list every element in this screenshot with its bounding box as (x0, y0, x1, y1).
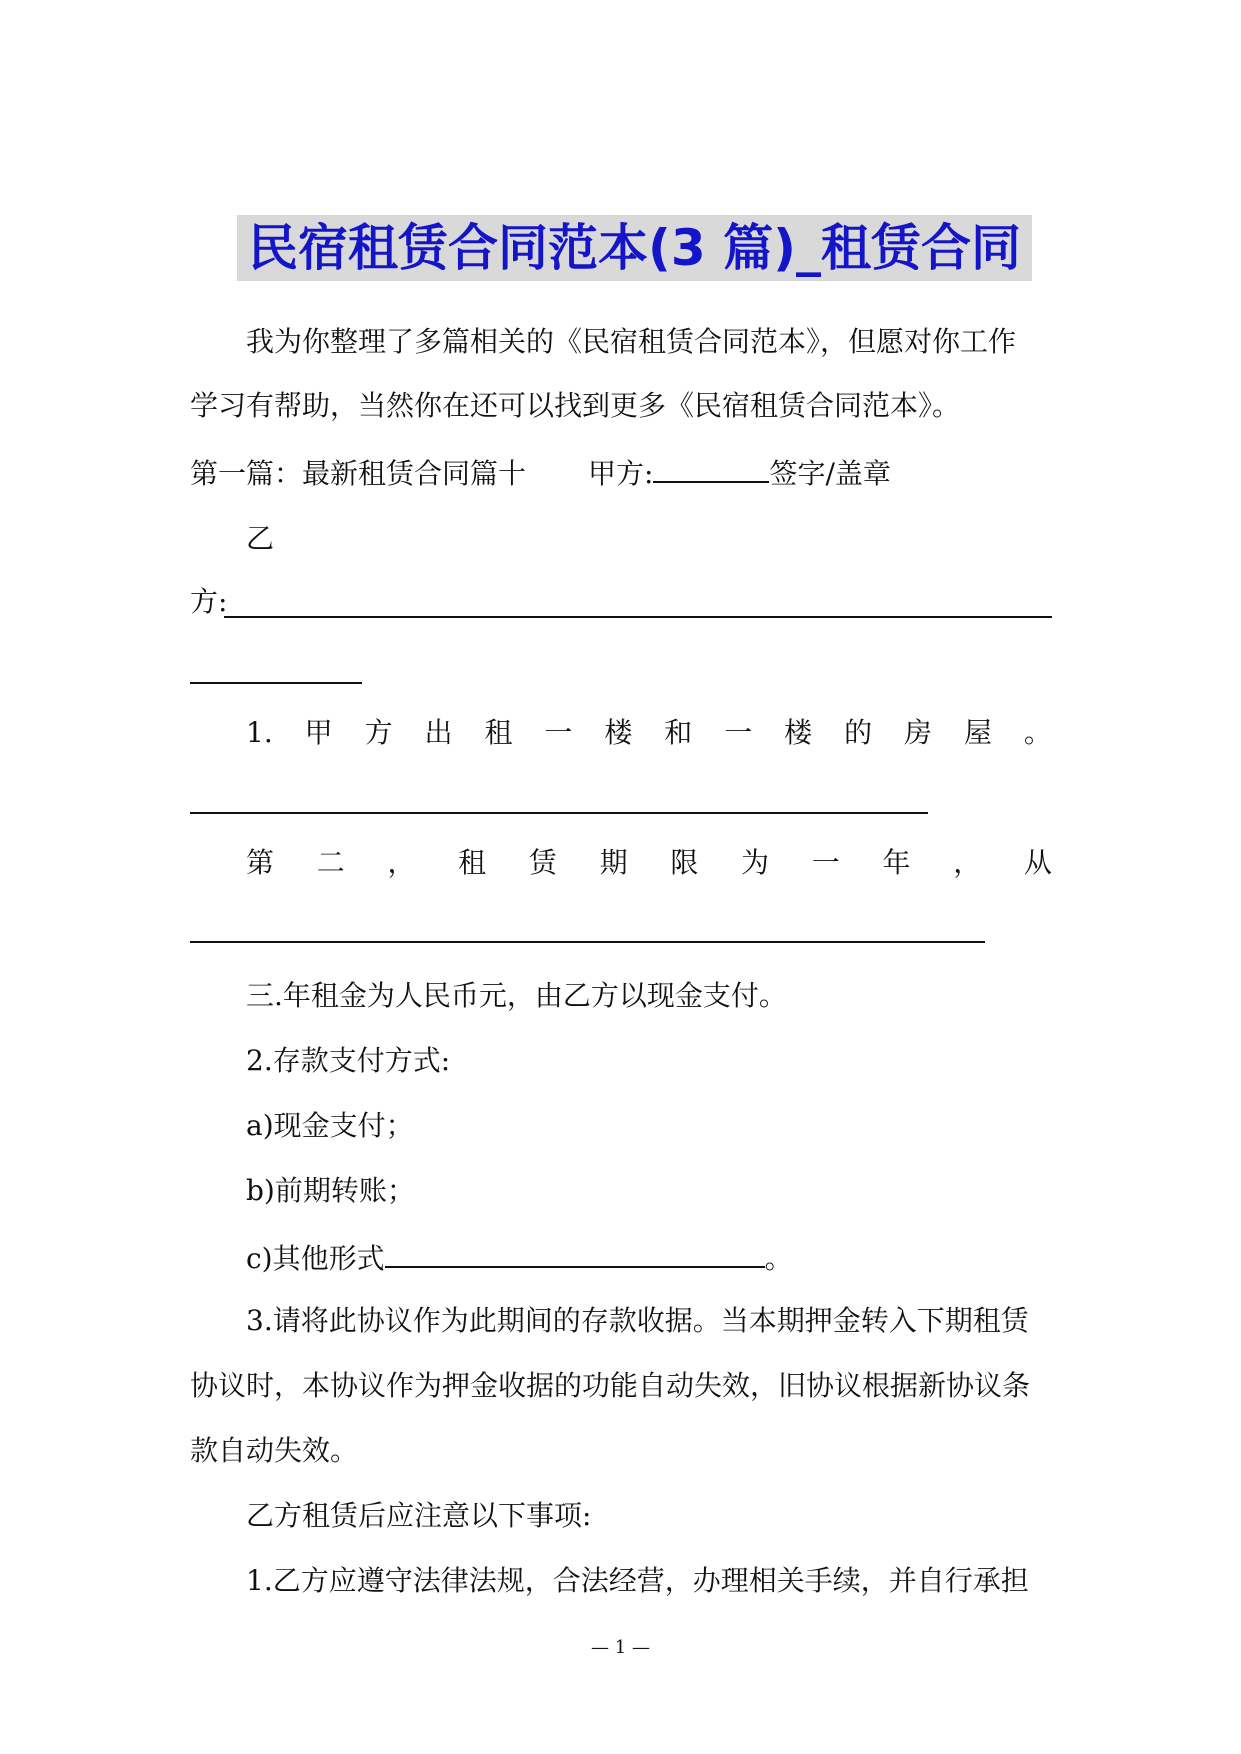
intro-line-1: 我为你整理了多篇相关的《民宿租赁合同范本》，但愿对你工作 (246, 325, 1017, 358)
party-a-suffix: 签字/盖章 (769, 457, 891, 490)
party-b-rule-cont (190, 682, 362, 684)
payment-c-blank (385, 1236, 765, 1268)
clause1-char: 屋 (963, 716, 992, 749)
notice-heading: 乙方租赁后应注意以下事项: (246, 1499, 592, 1532)
clause1-char: 一 (544, 716, 573, 749)
payment-c-row (246, 1236, 793, 1279)
clause1-char: 1. (246, 716, 273, 749)
clause1-char: 。 (1023, 716, 1052, 749)
notice-item-1: 1.乙方应遵守法律法规，合法经营，办理相关手续，并自行承担 (246, 1564, 1029, 1597)
party-b-label: 方: (190, 585, 228, 618)
deposit-line-3: 款自动失效。 (190, 1434, 359, 1467)
payment-a: a)现金支付； (246, 1109, 414, 1142)
deposit-line-2: 协议时，本协议作为押金收据的功能自动失效，旧协议根据新协议条 (190, 1369, 1031, 1402)
clause1-char: 方 (364, 716, 393, 749)
clause2-row (246, 843, 1052, 883)
clause1-char: 楼 (784, 716, 813, 749)
payment-heading: 2.存款支付方式: (246, 1044, 451, 1077)
payment-c-prefix: c)其他形式 (246, 1242, 385, 1275)
clause3: 三.年租金为人民币元，由乙方以现金支付。 (246, 979, 787, 1012)
clause2-char: 年 (882, 846, 911, 879)
page-number: — 1 — (591, 1637, 650, 1658)
title-highlight (237, 215, 1032, 281)
clause2-char: 为 (741, 846, 770, 879)
clause2-char: 租 (458, 846, 487, 879)
deposit-line-1: 3.请将此协议作为此期间的存款收据。当本期押金转入下期租赁 (246, 1304, 1029, 1337)
clause1-rule (190, 812, 928, 814)
clause2-char: 二 (316, 846, 345, 879)
section1-row (190, 451, 891, 494)
clause2-char: 第 (246, 846, 275, 879)
clause2-char: 期 (599, 846, 628, 879)
clause1-char: 楼 (604, 716, 633, 749)
clause2-char: 限 (670, 846, 699, 879)
clause2-char: 赁 (528, 846, 557, 879)
party-b-rule (224, 616, 1052, 618)
clause1-char: 出 (424, 716, 453, 749)
party-a-blank (653, 451, 769, 483)
payment-c-suffix: 。 (764, 1242, 793, 1275)
clause1-char: 租 (484, 716, 513, 749)
document-title: 民宿租赁合同范本(3 篇)_租赁合同 (248, 219, 1021, 277)
payment-b: b)前期转账； (246, 1174, 415, 1207)
clause2-char: 从 (1023, 846, 1052, 879)
clause1-char: 房 (904, 716, 933, 749)
party-b-char: 乙 (246, 522, 275, 555)
intro-line-2: 学习有帮助，当然你在还可以找到更多《民宿租赁合同范本》。 (190, 389, 961, 422)
clause1-row (246, 713, 1052, 753)
clause2-char: 一 (811, 846, 840, 879)
clause2-rule (190, 941, 985, 943)
clause2-char: ， (953, 846, 982, 879)
clause2-char: ， (387, 846, 416, 879)
clause1-char: 甲 (304, 716, 333, 749)
clause1-char: 一 (724, 716, 753, 749)
clause1-char: 和 (664, 716, 693, 749)
party-a-label: 甲方: (588, 457, 654, 490)
clause1-char: 的 (844, 716, 873, 749)
section1-heading: 第一篇：最新租赁合同篇十 (190, 457, 527, 490)
